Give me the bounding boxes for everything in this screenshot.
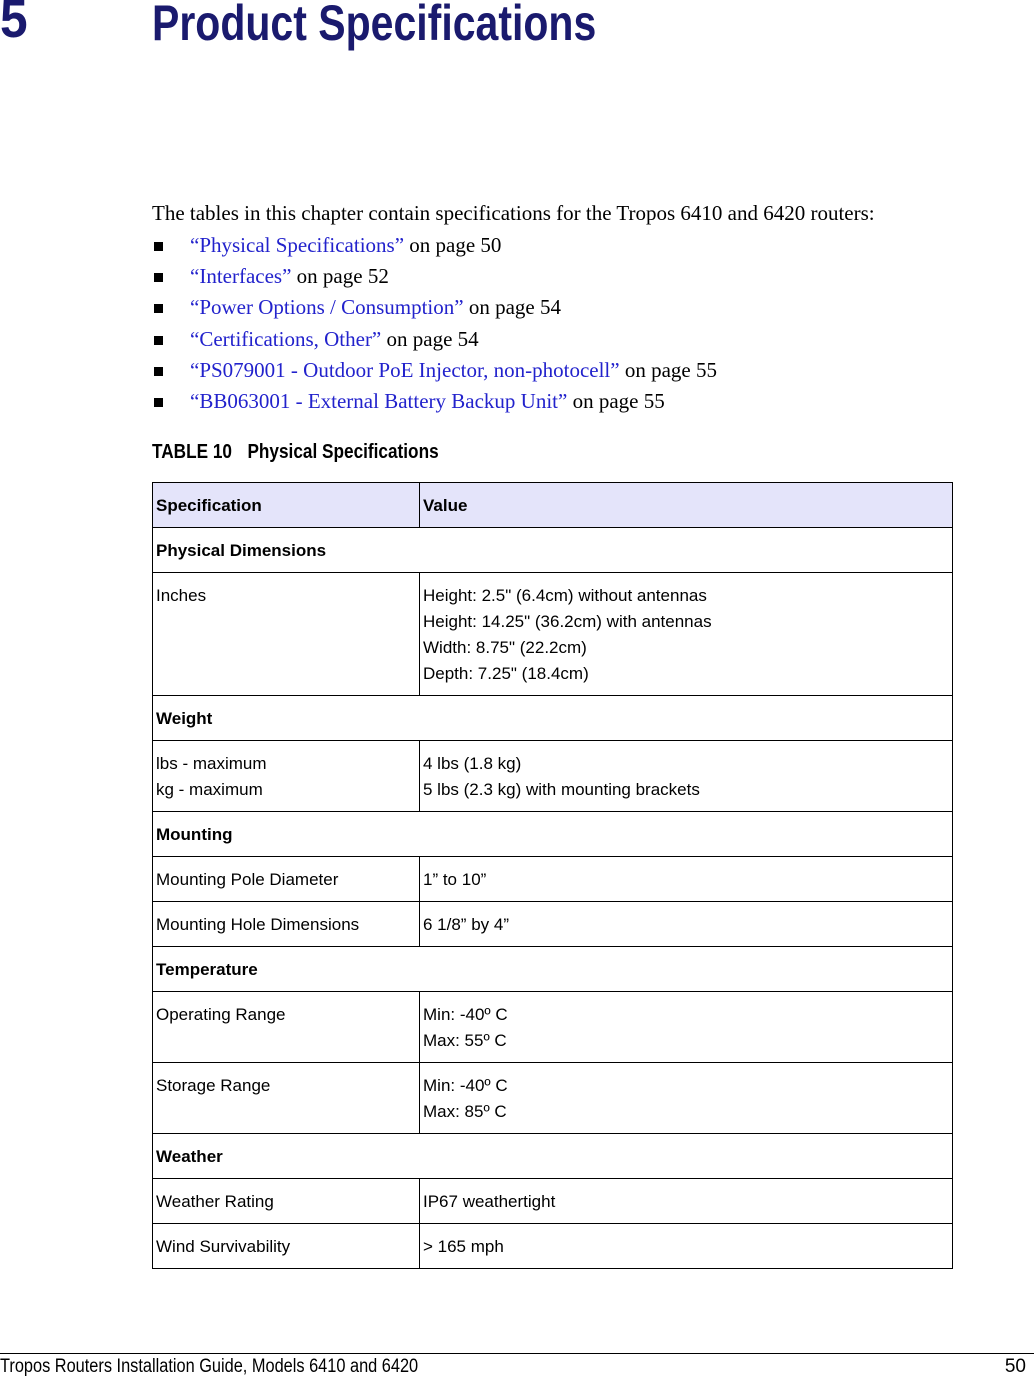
spec-value <box>420 1063 953 1134</box>
value-line: Max: 55º C <box>423 1031 507 1050</box>
square-bullet-icon <box>154 273 163 282</box>
table-caption <box>152 441 439 464</box>
table-row <box>153 741 953 812</box>
value-line: Min: -40º C <box>423 1005 508 1024</box>
header-specification: Specification <box>153 483 420 528</box>
chapter-title: Product Specifications <box>152 0 597 51</box>
square-bullet-icon <box>154 367 163 376</box>
label-line: lbs - maximum <box>156 754 267 773</box>
page-reference: on page 55 <box>619 357 717 382</box>
square-bullet-icon <box>154 242 163 251</box>
link-poe-injector[interactable]: “PS079001 - Outdoor PoE Injector, non-photocell” <box>190 357 620 382</box>
table-row <box>153 1224 953 1269</box>
spec-label: Storage Range <box>153 1063 420 1134</box>
value-line: Max: 85º C <box>423 1102 507 1121</box>
label-line: kg - maximum <box>156 780 263 799</box>
value-line: Min: -40º C <box>423 1076 508 1095</box>
physical-specifications-table <box>152 482 953 1269</box>
group-row <box>153 947 953 992</box>
page-reference: on page 54 <box>463 295 561 320</box>
spec-label: Weather Rating <box>153 1179 420 1224</box>
group-physical-dimensions: Physical Dimensions <box>153 528 953 573</box>
spec-label <box>153 741 420 812</box>
spec-label: Inches <box>153 573 420 696</box>
value-line: Width: 8.75" (22.2cm) <box>423 638 587 657</box>
table-title: Physical Specifications <box>247 441 439 463</box>
group-row <box>153 1134 953 1179</box>
value-line: Height: 2.5" (6.4cm) without antennas <box>423 586 707 605</box>
square-bullet-icon <box>154 304 163 313</box>
square-bullet-icon <box>154 398 163 407</box>
link-certifications[interactable]: “Certifications, Other” <box>190 326 382 351</box>
header-value: Value <box>420 483 953 528</box>
spec-value: 1” to 10” <box>420 857 953 902</box>
list-item <box>152 230 717 261</box>
page-reference: on page 52 <box>291 264 389 289</box>
group-temperature: Temperature <box>153 947 953 992</box>
chapter-contents-list <box>152 230 717 417</box>
group-mounting: Mounting <box>153 812 953 857</box>
list-item <box>152 324 717 355</box>
list-item <box>152 292 717 323</box>
spec-label: Wind Survivability <box>153 1224 420 1269</box>
link-interfaces[interactable]: “Interfaces” <box>190 264 292 289</box>
spec-value <box>420 573 953 696</box>
footer-document-title: Tropos Routers Installation Guide, Models 6410 and 6420 <box>0 1356 419 1377</box>
footer-page-number: 50 <box>1004 1356 1026 1377</box>
page-reference: on page 50 <box>404 233 502 257</box>
link-battery-backup[interactable]: “BB063001 - External Battery Backup Unit” <box>190 388 568 413</box>
spec-label: Mounting Hole Dimensions <box>153 902 420 947</box>
table-number: TABLE 10 <box>152 441 232 463</box>
list-item <box>152 355 717 386</box>
table-row <box>153 857 953 902</box>
group-row <box>153 528 953 573</box>
value-line: 5 lbs (2.3 kg) with mounting brackets <box>423 780 700 799</box>
spec-value: > 165 mph <box>420 1224 953 1269</box>
table-row <box>153 902 953 947</box>
link-power-options[interactable]: “Power Options / Consumption” <box>190 295 464 320</box>
spec-label: Mounting Pole Diameter <box>153 857 420 902</box>
chapter-number: 5 <box>0 0 28 49</box>
footer-divider <box>0 1353 1034 1354</box>
group-weight: Weight <box>153 696 953 741</box>
group-row <box>153 696 953 741</box>
table-row <box>153 1063 953 1134</box>
spec-value: IP67 weathertight <box>420 1179 953 1224</box>
table-row <box>153 992 953 1063</box>
square-bullet-icon <box>154 336 163 345</box>
group-weather: Weather <box>153 1134 953 1179</box>
value-line: 4 lbs (1.8 kg) <box>423 754 522 773</box>
page-reference: on page 54 <box>381 326 479 351</box>
page-reference: on page 55 <box>567 388 665 413</box>
value-line: Height: 14.25" (36.2cm) with antennas <box>423 612 712 631</box>
spec-label: Operating Range <box>153 992 420 1063</box>
group-row <box>153 812 953 857</box>
value-line: Depth: 7.25" (18.4cm) <box>423 664 589 683</box>
spec-value <box>420 741 953 812</box>
table-header-row <box>153 483 953 528</box>
table-row <box>153 1179 953 1224</box>
spec-value <box>420 992 953 1063</box>
table-row <box>153 573 953 696</box>
list-item <box>152 261 717 292</box>
list-item <box>152 386 717 417</box>
link-physical-specifications[interactable]: “Physical Specifications” <box>190 233 405 257</box>
spec-value: 6 1/8” by 4” <box>420 902 953 947</box>
intro-paragraph: The tables in this chapter contain specifications for the Tropos 6410 and 6420 routers: <box>152 201 875 225</box>
